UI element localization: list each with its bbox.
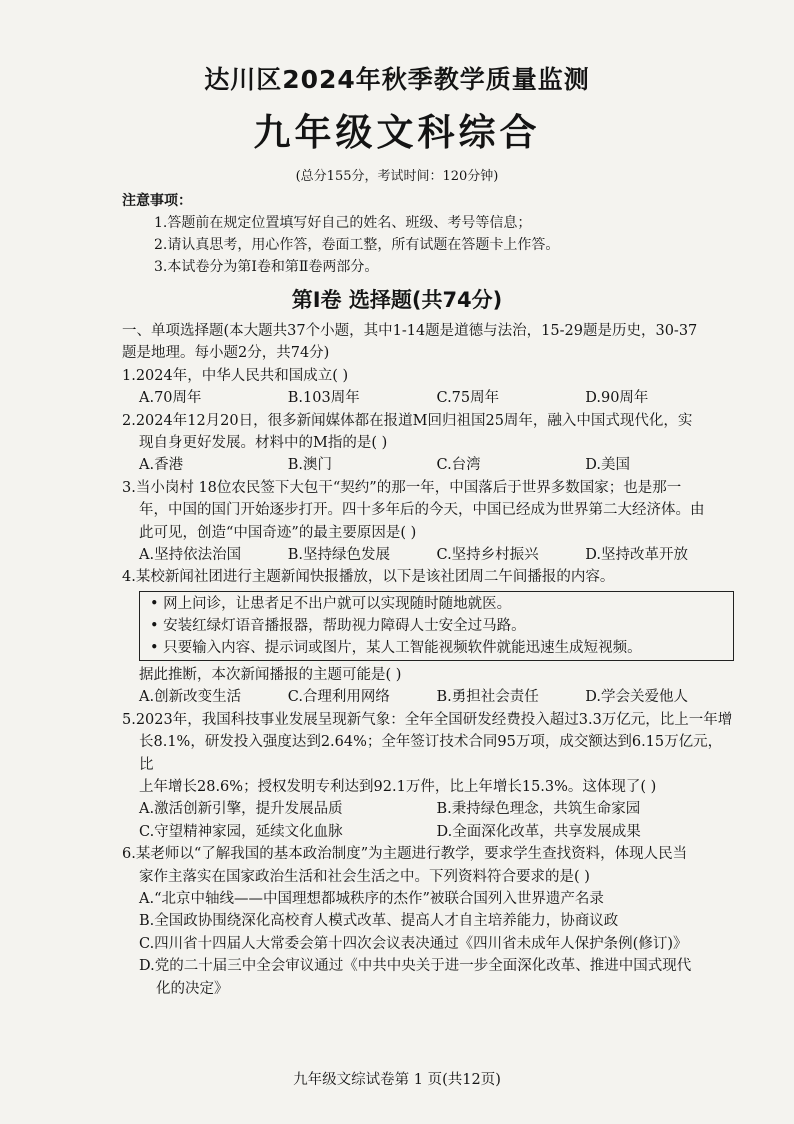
options-row (122, 686, 734, 708)
option-d: D.党的二十届三中全会审议通过《中共中央关于进一步全面深化改革、推进中国式现代 (139, 958, 692, 975)
question-stem: 2.2024年12月20日，很多新闻媒体都在报道M回归祖国25周年，融入中国式现代化，实 (122, 412, 693, 429)
news-item: • 安装红绿灯语音播报器，帮助视力障碍人士安全过马路。 (150, 617, 526, 634)
option-d: D.全面深化改革，共享发展成果 (436, 823, 641, 840)
notes-item: 1.答题前在规定位置填写好自己的姓名、班级、考号等信息； (154, 215, 532, 231)
question-6 (122, 843, 734, 1000)
option-b: B.全国政协围绕深化高校育人模式改革、提高人才自主培养能力，协商议政 (139, 913, 619, 930)
option-b: B.勇担社会责任 (436, 689, 539, 706)
option-d-continued: 化的决定》 (156, 980, 229, 997)
questions-area (122, 320, 734, 1000)
page-footer: 九年级文综试卷第 1 页(共12页) (293, 1072, 501, 1088)
notes-block (122, 190, 559, 278)
options-row (122, 387, 734, 409)
question-stem: 现自身更好发展。材料中的M指的是( ) (139, 435, 388, 452)
option-d: D.学会关爱他人 (585, 689, 688, 706)
exam-title-subject: 九年级文科综合 (253, 111, 541, 154)
question-prompt: 据此推断，本次新闻播报的主题可能是( ) (139, 666, 402, 683)
option-d: D.美国 (585, 457, 630, 474)
exam-title-region: 达川区2024年秋季教学质量监测 (204, 65, 590, 94)
question-stem: 家作主落实在国家政治生活和社会生活之中。下列资料符合要求的是( ) (139, 868, 590, 885)
notes-heading: 注意事项： (122, 193, 192, 209)
option-b: B.澳门 (287, 457, 333, 474)
option-a: A.香港 (139, 457, 184, 474)
section-title: 第Ⅰ卷 选择题(共74分) (291, 288, 503, 312)
option-a: A.70周年 (139, 390, 202, 407)
option-c: C.坚持乡村振兴 (436, 547, 539, 564)
options-row (122, 454, 734, 476)
instructions-line: 一、单项选择题(本大题共37个小题，其中1-14题是道德与法治，15-29题是历史，30-37 (122, 323, 698, 339)
option-c: C.守望精神家园，延续文化血脉 (139, 823, 343, 840)
notes-item: 2.请认真思考，用心作答，卷面工整，所有试题在答题卡上作答。 (154, 237, 560, 253)
option-c: C.台湾 (436, 457, 481, 474)
news-box (139, 591, 734, 661)
option-a: A.创新改变生活 (139, 689, 242, 706)
options-row (122, 544, 734, 566)
question-stem: 4.某校新闻社团进行主题新闻快报播放，以下是该社团周二午间播报的内容。 (122, 569, 615, 586)
option-a: A.坚持依法治国 (139, 547, 242, 564)
question-stem: 5.2023年，我国科技事业发展呈现新气象：全年全国研发经费投入超过3.3万亿元，比上一年增 (122, 711, 733, 728)
question-stem: 此可见，创造“中国奇迹”的最主要原因是( ) (139, 524, 417, 541)
question-stem: 1.2024年，中华人民共和国成立( ) (122, 367, 349, 384)
option-b: B.坚持绿色发展 (287, 547, 391, 564)
option-a: A.激活创新引擎，提升发展品质 (139, 801, 343, 818)
news-item: • 只要输入内容、提示词或图片，某人工智能视频软件就能迅速生成短视频。 (150, 639, 642, 656)
notes-item: 3.本试卷分为第Ⅰ卷和第Ⅱ卷两部分。 (154, 259, 379, 275)
question-2 (122, 410, 734, 477)
option-a: A.“北京中轴线——中国理想都城秩序的杰作”被联合国列入世界遗产名录 (139, 890, 604, 907)
question-stem: 年，中国的国门开始逐步打开。四十多年后的今天，中国已经成为世界第二大经济体。由 (139, 502, 705, 519)
news-item: • 网上问诊，让患者足不出户就可以实现随时随地就医。 (150, 595, 512, 612)
question-5 (122, 709, 734, 843)
option-b: B.秉持绿色理念，共筑生命家园 (436, 801, 641, 818)
question-stem: 上年增长28.6%；授权发明专利达到92.1万件，比上年增长15.3%。这体现了( ) (139, 778, 657, 795)
option-d: D.坚持改革开放 (585, 547, 688, 564)
question-3 (122, 477, 734, 567)
question-stem: 长8.1%，研发投入强度达到2.64%；全年签订技术合同95万项，成交额达到6.15万亿元，比 (139, 734, 723, 773)
option-d: D.90周年 (585, 390, 649, 407)
option-c: C.75周年 (436, 390, 500, 407)
question-1 (122, 365, 734, 410)
options-grid (122, 798, 734, 843)
question-stem: 3.当小岗村 18位农民签下大包干“契约”的那一年，中国落后于世界多数国家；也是那一 (122, 479, 682, 496)
question-stem: 6.某老师以“了解我国的基本政治制度”为主题进行教学，要求学生查找资料，体现人民当 (122, 846, 688, 863)
instructions-line: 题是地理。每小题2分，共74分) (122, 345, 330, 362)
option-c: C.合理利用网络 (287, 689, 390, 706)
exam-info: (总分155分，考试时间：120分钟) (295, 169, 499, 184)
option-c: C.四川省十四届人大常委会第十四次会议表决通过《四川省未成年人保护条例(修订)》 (139, 935, 688, 952)
option-b: B.103周年 (287, 390, 360, 407)
question-4 (122, 566, 734, 708)
